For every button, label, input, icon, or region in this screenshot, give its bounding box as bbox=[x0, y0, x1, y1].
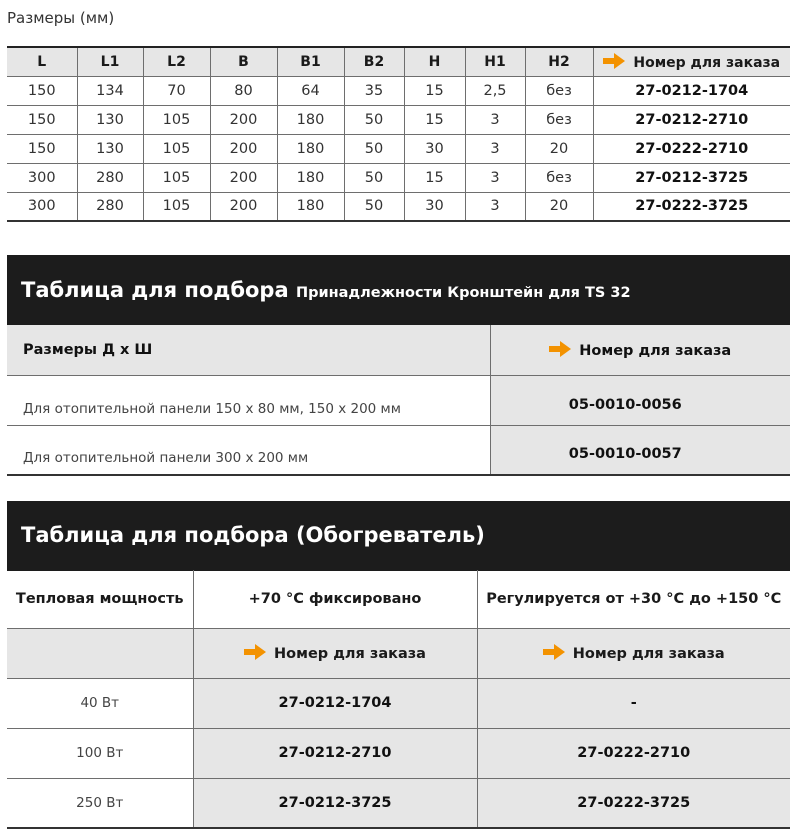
order-number: 27-0222-3725 bbox=[593, 192, 790, 221]
cell: 180 bbox=[277, 192, 344, 221]
order-header-fixed bbox=[193, 628, 477, 678]
cell: 50 bbox=[344, 134, 404, 163]
cell: 15 bbox=[404, 76, 465, 105]
cell: 35 bbox=[344, 76, 404, 105]
order-header-label: Номер для заказа bbox=[579, 342, 732, 359]
dimensions-table bbox=[7, 46, 790, 222]
cell: 150 bbox=[7, 134, 77, 163]
header-H1: H1 bbox=[465, 47, 525, 76]
arrow-right-icon bbox=[543, 644, 565, 660]
order-header-label: Номер для заказа bbox=[633, 54, 781, 71]
cell: 2,5 bbox=[465, 76, 525, 105]
header-L2: L2 bbox=[143, 47, 210, 76]
order-number-fixed: 27-0212-2710 bbox=[193, 728, 477, 778]
order-number: 27-0212-2710 bbox=[593, 105, 790, 134]
col-fixed: +70 °C фиксировано bbox=[193, 570, 477, 628]
order-header-label: Номер для заказа bbox=[274, 646, 426, 662]
cell: 50 bbox=[344, 163, 404, 192]
cell: без bbox=[525, 76, 593, 105]
cell: 105 bbox=[143, 192, 210, 221]
cell: 180 bbox=[277, 163, 344, 192]
cell: 180 bbox=[277, 134, 344, 163]
table-row bbox=[7, 163, 790, 192]
order-number: 27-0212-3725 bbox=[593, 163, 790, 192]
table-row bbox=[7, 778, 790, 828]
cell: 3 bbox=[465, 192, 525, 221]
col-heat-power: Тепловая мощность bbox=[7, 570, 193, 628]
cell: 20 bbox=[525, 134, 593, 163]
table-row bbox=[7, 425, 790, 475]
col-order-number bbox=[490, 325, 790, 375]
cell: 130 bbox=[77, 134, 143, 163]
cell: 20 bbox=[525, 192, 593, 221]
arrow-right-icon bbox=[603, 53, 625, 69]
cell: 200 bbox=[210, 192, 277, 221]
table-row bbox=[7, 678, 790, 728]
cell: 180 bbox=[277, 105, 344, 134]
header-L1: L1 bbox=[77, 47, 143, 76]
heat-power: 100 Вт bbox=[7, 728, 193, 778]
cell: 3 bbox=[465, 163, 525, 192]
order-number-fixed: 27-0212-3725 bbox=[193, 778, 477, 828]
table-row bbox=[7, 105, 790, 134]
heater-title: Таблица для подбора (Обогреватель) bbox=[21, 523, 485, 547]
cell: 280 bbox=[77, 163, 143, 192]
cell: 3 bbox=[465, 105, 525, 134]
order-number: 27-0212-1704 bbox=[593, 76, 790, 105]
dimensions-caption: Размеры (мм) bbox=[7, 9, 115, 27]
dimensions-header-row bbox=[7, 47, 790, 76]
cell: 200 bbox=[210, 163, 277, 192]
row-description: Для отопительной панели 150 х 80 мм, 150 х 200 мм bbox=[7, 375, 490, 425]
accessories-title-bar bbox=[7, 255, 790, 325]
header-H: H bbox=[404, 47, 465, 76]
cell: 300 bbox=[7, 192, 77, 221]
cell: 30 bbox=[404, 192, 465, 221]
order-number-adjustable: 27-0222-3725 bbox=[477, 778, 790, 828]
order-number: 05-0010-0057 bbox=[490, 425, 790, 475]
table-row bbox=[7, 192, 790, 221]
order-number-adjustable: 27-0222-2710 bbox=[477, 728, 790, 778]
accessories-title bbox=[21, 278, 631, 302]
cell: 200 bbox=[210, 134, 277, 163]
cell: 64 bbox=[277, 76, 344, 105]
table-row bbox=[7, 375, 790, 425]
cell: 80 bbox=[210, 76, 277, 105]
cell: 3 bbox=[465, 134, 525, 163]
header-B2: B2 bbox=[344, 47, 404, 76]
accessories-title-main: Таблица для подбора bbox=[21, 278, 289, 302]
order-header-label: Номер для заказа bbox=[572, 646, 725, 662]
cell: 130 bbox=[77, 105, 143, 134]
heater-table bbox=[7, 570, 790, 829]
header-H2: H2 bbox=[525, 47, 593, 76]
cell: 15 bbox=[404, 105, 465, 134]
order-number-fixed: 27-0212-1704 bbox=[193, 678, 477, 728]
arrow-right-icon bbox=[549, 341, 571, 357]
heater-header-row bbox=[7, 570, 790, 628]
cell: 280 bbox=[77, 192, 143, 221]
cell: 105 bbox=[143, 105, 210, 134]
table-row bbox=[7, 134, 790, 163]
heat-power: 250 Вт bbox=[7, 778, 193, 828]
cell: 50 bbox=[344, 192, 404, 221]
arrow-right-icon bbox=[244, 644, 266, 660]
cell: 105 bbox=[143, 163, 210, 192]
cell: 300 bbox=[7, 163, 77, 192]
empty-cell bbox=[7, 628, 193, 678]
cell: 15 bbox=[404, 163, 465, 192]
order-number: 27-0222-2710 bbox=[593, 134, 790, 163]
col-dimensions: Размеры Д х Ш bbox=[7, 325, 490, 375]
order-number: 05-0010-0056 bbox=[490, 375, 790, 425]
table-row bbox=[7, 76, 790, 105]
accessories-title-sub: Принадлежности Кронштейн для TS 32 bbox=[295, 285, 631, 301]
cell: 150 bbox=[7, 76, 77, 105]
cell: 150 bbox=[7, 105, 77, 134]
accessories-table bbox=[7, 325, 790, 476]
cell: без bbox=[525, 163, 593, 192]
header-B: B bbox=[210, 47, 277, 76]
order-number-adjustable: - bbox=[477, 678, 790, 728]
header-order-number bbox=[593, 47, 790, 76]
order-header-adjustable bbox=[477, 628, 790, 678]
cell: 50 bbox=[344, 105, 404, 134]
col-adjustable: Регулируется от +30 °C до +150 °C bbox=[477, 570, 790, 628]
table-row bbox=[7, 728, 790, 778]
cell: без bbox=[525, 105, 593, 134]
heat-power: 40 Вт bbox=[7, 678, 193, 728]
heater-order-header-row bbox=[7, 628, 790, 678]
heater-title-bar bbox=[7, 501, 790, 571]
cell: 30 bbox=[404, 134, 465, 163]
cell: 70 bbox=[143, 76, 210, 105]
cell: 134 bbox=[77, 76, 143, 105]
cell: 105 bbox=[143, 134, 210, 163]
cell: 200 bbox=[210, 105, 277, 134]
header-B1: B1 bbox=[277, 47, 344, 76]
header-L: L bbox=[7, 47, 77, 76]
row-description: Для отопительной панели 300 х 200 мм bbox=[7, 425, 490, 475]
accessories-header-row bbox=[7, 325, 790, 375]
